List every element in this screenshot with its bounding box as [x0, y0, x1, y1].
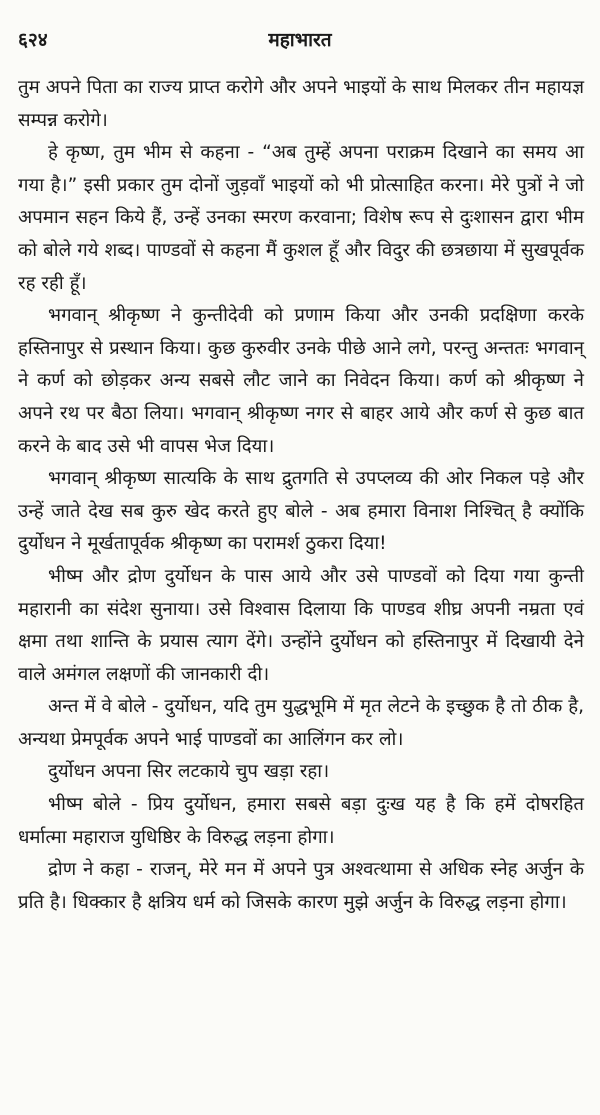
page-number: ६२४	[18, 29, 48, 51]
paragraph: दुर्योधन अपना सिर लटकाये चुप खड़ा रहा।	[48, 761, 330, 783]
paragraph: भीष्म और द्रोण दुर्योधन के पास आये और उसे पाण्डवों को दिया गया कुन्ती महारानी का संदेश सुनाया। उसे विश्वास दिलाया कि पाण्डव शीघ्र अपनी नम्रता एवं क्षमा तथा शान्ति के प्रयास त्याग देंगे। उन्होंने दुर्योधन को हस्तिनापुर में दिखायी देने वाले अमंगल लक्षणों की जानकारी दी।	[18, 565, 584, 685]
paragraph: द्रोण ने कहा - राजन्, मेरे मन में अपने पुत्र अश्वत्थामा से अधिक स्नेह अर्जुन के प्रति है। धिक्कार है क्षत्रिय धर्म को जिसके कारण मुझे अर्जुन के विरुद्ध लड़ना होगा।	[18, 859, 584, 913]
paragraph: तुम अपने पिता का राज्य प्राप्त करोगे और अपने भाइयों के साथ मिलकर तीन महायज्ञ सम्पन्न करोगे।	[18, 77, 584, 131]
page-header	[0, 26, 600, 54]
paragraph: हे कृष्ण, तुम भीम से कहना - “अब तुम्हें अपना पराक्रम दिखाने का समय आ गया है।” इसी प्रकार तुम दोनों जुड़वाँ भाइयों को भी प्रोत्साहित करना। मेरे पुत्रों ने जो अपमान सहन किये हैं, उन्हें उनका स्मरण करवाना; विशेष रूप से दुःशासन द्वारा भीम को बोले गये शब्द। पाण्डवों से कहना मैं कुशल हूँ और विदुर की छत्रछाया में सुखपूर्वक रह रही हूँ।	[18, 142, 584, 294]
paragraph: भगवान् श्रीकृष्ण ने कुन्तीदेवी को प्रणाम किया और उनकी प्रदक्षिणा करके हस्तिनापुर से प्रस्थान किया। कुछ कुरुवीर उनके पीछे आने लगे, परन्तु अन्ततः भगवान् ने कर्ण को छोड़कर अन्य सबसे लौट जाने का निवेदन किया। कर्ण को श्रीकृष्ण ने अपने रथ पर बैठा लिया। भगवान् श्रीकृष्ण नगर से बाहर आये और कर्ण से कुछ बात करने के बाद उसे भी वापस भेज दिया।	[18, 305, 584, 457]
running-title: महाभारत	[268, 29, 332, 51]
paragraph: अन्त में वे बोले - दुर्योधन, यदि तुम युद्धभूमि में मृत लेटने के इच्छुक है तो ठीक है, अन्यथा प्रेमपूर्वक अपने भाई पाण्डवों का आलिंगन कर लो।	[18, 696, 584, 750]
paragraph: भगवान् श्रीकृष्ण सात्यकि के साथ द्रुतगति से उपप्लव्य की ओर निकल पड़े और उन्हें जाते देख सब कुरु खेद करते हुए बोले - अब हमारा विनाश निश्चित् है क्योंकि दुर्योधन ने मूर्खतापूर्वक श्रीकृष्ण का परामर्श ठुकरा दिया!	[18, 468, 584, 555]
paragraph: भीष्म बोले - प्रिय दुर्योधन, हमारा सबसे बड़ा दुःख यह है कि हमें दोषरहित धर्मात्मा महाराज युधिष्ठिर के विरुद्ध लड़ना होगा।	[18, 794, 584, 848]
body-text	[18, 72, 584, 919]
